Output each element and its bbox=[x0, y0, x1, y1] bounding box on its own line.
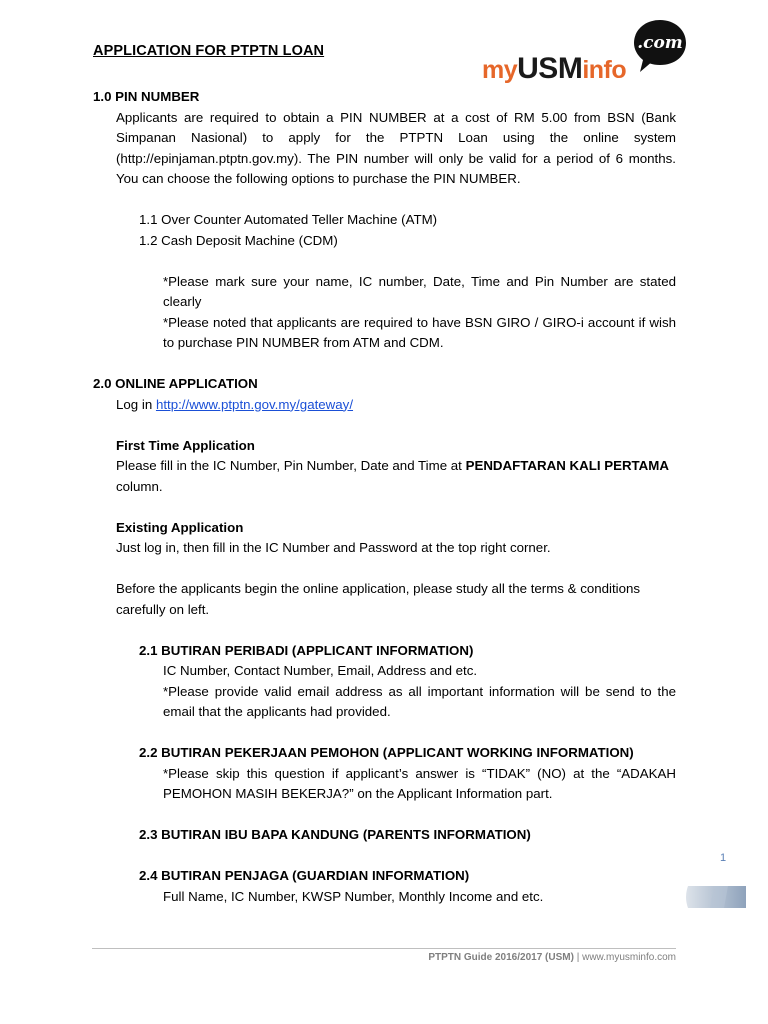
logo-usm: USM bbox=[517, 52, 583, 85]
logo-wordmark bbox=[482, 52, 626, 86]
myusminfo-logo bbox=[482, 18, 692, 90]
footer bbox=[428, 952, 676, 963]
section-heading-online-application: 2.0 ONLINE APPLICATION bbox=[93, 376, 258, 391]
page-title: APPLICATION FOR PTPTN LOAN bbox=[93, 43, 325, 59]
login-line bbox=[93, 395, 676, 416]
pin-note-1: *Please mark sure your name, IC number, Date, Time and Pin Number are stated clearly bbox=[163, 273, 676, 309]
applicant-info-line2: *Please provide valid email address as all important information will be send to the email that the applicants had provided. bbox=[163, 683, 676, 719]
pin-note-2: *Please noted that applicants are required to have BSN GIRO / GIRO-i account if wish to purchase PIN NUMBER from ATM and CDM. bbox=[163, 314, 676, 350]
sub-heading-working-info: 2.2 BUTIRAN PEKERJAAN PEMOHON (APPLICANT WORKING INFORMATION) bbox=[139, 745, 634, 760]
sub-heading-guardian-info: 2.4 BUTIRAN PENJAGA (GUARDIAN INFORMATION) bbox=[139, 868, 470, 883]
first-time-suffix: column. bbox=[116, 478, 163, 494]
sub-heading-parents-info: 2.3 BUTIRAN IBU BAPA KANDUNG (PARENTS INFORMATION) bbox=[139, 827, 531, 842]
footer-separator: | bbox=[573, 952, 583, 963]
pin-number-paragraph: Applicants are required to obtain a PIN NUMBER at a cost of RM 5.00 from BSN (Bank Simpanan Nasional) to apply for the PTPTN Loan using the online system (http://epinjaman.ptptn.gov.my). The PIN number will only be valid for a period of 6 months. You can choose the following options to purchase the PIN NUMBER. bbox=[116, 109, 676, 186]
first-time-heading: First Time Application bbox=[116, 437, 255, 453]
document-body bbox=[93, 87, 676, 907]
login-prefix: Log in bbox=[116, 396, 156, 412]
ptptn-gateway-link[interactable]: http://www.ptptn.gov.my/gateway/ bbox=[155, 396, 354, 412]
guardian-info-line1: Full Name, IC Number, KWSP Number, Monthly Income and etc. bbox=[163, 888, 544, 904]
page-corner-tab-icon bbox=[684, 884, 750, 910]
sub-heading-applicant-info: 2.1 BUTIRAN PERIBADI (APPLICANT INFORMATION) bbox=[139, 642, 474, 658]
first-time-text-main: Please fill in the IC Number, Pin Number, Date and Time at bbox=[116, 458, 466, 473]
applicant-info-line1: IC Number, Contact Number, Email, Address and etc. bbox=[163, 663, 478, 678]
existing-text: Just log in, then fill in the IC Number and Password at the top right corner. bbox=[116, 540, 551, 555]
footer-divider bbox=[92, 948, 676, 949]
option-atm: 1.1 Over Counter Automated Teller Machine (ATM) bbox=[139, 212, 438, 227]
logo-bubble-text: .com bbox=[637, 33, 683, 53]
footer-site: www.myusminfo.com bbox=[582, 952, 676, 963]
section-heading-pin-number: 1.0 PIN NUMBER bbox=[93, 89, 200, 104]
working-info-line1: *Please skip this question if applicant’s answer is “TIDAK” (NO) at the “ADAKAH PEMOHON MASIH BEKERJA?” on the Applicant Information part. bbox=[163, 765, 676, 801]
first-time-text bbox=[93, 456, 676, 497]
existing-heading: Existing Application bbox=[116, 519, 244, 535]
logo-info: info bbox=[582, 56, 627, 84]
before-text: Before the applicants begin the online application, please study all the terms & conditions carefully on left. bbox=[116, 581, 641, 617]
option-cdm: 1.2 Cash Deposit Machine (CDM) bbox=[139, 232, 338, 248]
page-number: 1 bbox=[720, 852, 727, 864]
logo-my: my bbox=[482, 56, 518, 84]
first-time-bold: PENDAFTARAN KALI PERTAMA bbox=[465, 458, 669, 473]
footer-guide: PTPTN Guide 2016/2017 (USM) bbox=[428, 952, 574, 963]
